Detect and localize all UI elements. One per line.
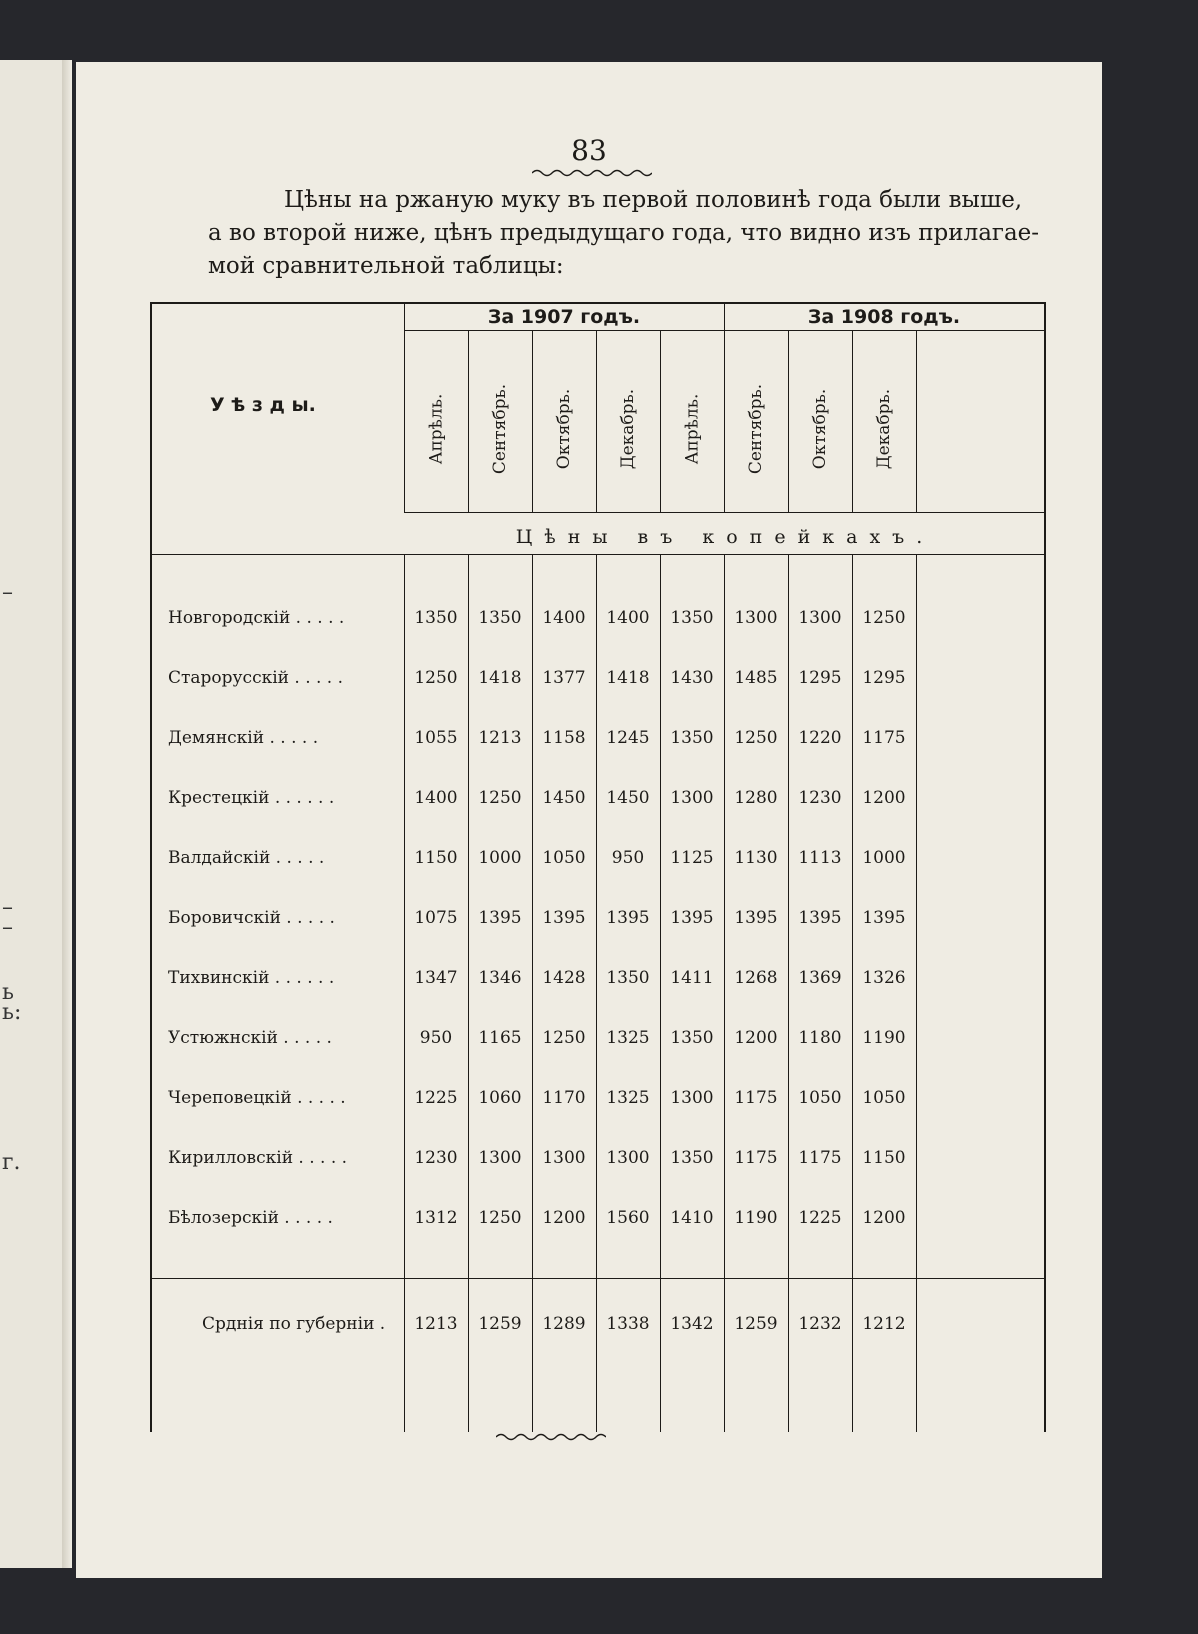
price-cell: 1175 [734, 1148, 778, 1168]
district-name: Боровичскій . . . . . [168, 908, 335, 928]
price-cell: 1050 [542, 848, 586, 868]
average-value: 1259 [734, 1314, 778, 1334]
price-cell: 1250 [478, 1208, 522, 1228]
district-name: Демянскій . . . . . [168, 728, 319, 748]
price-cell: 1395 [670, 908, 714, 928]
price-cell: 1060 [478, 1088, 522, 1108]
table-row [150, 898, 1046, 938]
price-cell: 1190 [734, 1208, 778, 1228]
price-cell: 1395 [798, 908, 842, 928]
price-cell: 1395 [542, 908, 586, 928]
page-gutter [62, 60, 72, 1568]
price-cell: 1350 [414, 608, 458, 628]
price-cell: 1418 [606, 668, 650, 688]
price-cell: 1350 [606, 968, 650, 988]
average-value: 1289 [542, 1314, 586, 1334]
price-cell: 1150 [414, 848, 458, 868]
table-row [150, 1078, 1046, 1118]
month-header: Апрѣль. [682, 393, 702, 465]
average-value: 1342 [670, 1314, 714, 1334]
price-cell: 1400 [606, 608, 650, 628]
price-cell: 1410 [670, 1208, 714, 1228]
month-header: Апрѣль. [426, 393, 446, 465]
price-cell: 1250 [478, 788, 522, 808]
district-divider [404, 302, 405, 512]
price-cell: 1560 [606, 1208, 650, 1228]
price-cell: 1175 [862, 728, 906, 748]
month-header: Сентябрь. [490, 383, 510, 475]
district-name: Валдайскій . . . . . [168, 848, 325, 868]
price-cell: 1225 [414, 1088, 458, 1108]
price-cell: 1170 [542, 1088, 586, 1108]
price-cell: 1250 [862, 608, 906, 628]
price-cell: 1346 [478, 968, 522, 988]
price-cell: 1300 [478, 1148, 522, 1168]
price-cell: 1200 [862, 788, 906, 808]
average-value: 1338 [606, 1314, 650, 1334]
price-cell: 1245 [606, 728, 650, 748]
price-cell: 1165 [478, 1028, 522, 1048]
intro-line: а во второй ниже, цѣнъ предыдущаго года, что видно изъ прилагае- [208, 220, 1040, 246]
price-cell: 1350 [670, 728, 714, 748]
average-value: 1213 [414, 1314, 458, 1334]
price-cell: 1050 [862, 1088, 906, 1108]
year-1907-header: За 1907 годъ. [487, 306, 641, 328]
year-1908-header: За 1908 годъ. [807, 306, 961, 328]
price-cell: 1485 [734, 668, 778, 688]
average-value: 1212 [862, 1314, 906, 1334]
price-cell: 1175 [798, 1148, 842, 1168]
price-cell: 1428 [542, 968, 586, 988]
price-cell: 1350 [478, 608, 522, 628]
district-column-header: У ѣ з д ы. [210, 394, 316, 416]
price-cell: 1200 [734, 1028, 778, 1048]
price-cell: 1369 [798, 968, 842, 988]
price-cell: 1250 [734, 728, 778, 748]
table-row [150, 1198, 1046, 1238]
col-divider [916, 330, 917, 512]
margin-mark: г. [2, 1150, 21, 1175]
price-cell: 1075 [414, 908, 458, 928]
col-divider [788, 330, 789, 512]
price-cell: 1400 [542, 608, 586, 628]
price-cell: 1230 [414, 1148, 458, 1168]
price-cell: 1430 [670, 668, 714, 688]
margin-mark: ь: [2, 1000, 22, 1025]
district-name: Бѣлозерскій . . . . . [168, 1208, 333, 1228]
price-cell: 1125 [670, 848, 714, 868]
price-cell: 1000 [862, 848, 906, 868]
price-cell: 1150 [862, 1148, 906, 1168]
units-header: Цѣны въ копейкахъ. [515, 526, 935, 548]
price-cell: 1130 [734, 848, 778, 868]
col-divider [596, 330, 597, 512]
price-cell: 1300 [798, 608, 842, 628]
price-cell: 1158 [542, 728, 586, 748]
price-cell: 1113 [798, 848, 842, 868]
price-cell: 1418 [478, 668, 522, 688]
price-cell: 1312 [414, 1208, 458, 1228]
price-cell: 1055 [414, 728, 458, 748]
price-cell: 1395 [862, 908, 906, 928]
price-cell: 1213 [478, 728, 522, 748]
price-cell: 1400 [414, 788, 458, 808]
margin-mark: ь [2, 980, 14, 1005]
price-cell: 1295 [798, 668, 842, 688]
price-table [150, 302, 1046, 1432]
table-row [150, 778, 1046, 818]
units-top-rule [404, 512, 1044, 513]
average-top-rule [150, 1278, 1046, 1279]
table-row [150, 838, 1046, 878]
price-cell: 1300 [734, 608, 778, 628]
intro-line: мой сравнительной таблицы: [208, 253, 564, 279]
price-cell: 1250 [414, 668, 458, 688]
price-cell: 1350 [670, 1028, 714, 1048]
table-row [150, 658, 1046, 698]
price-cell: 950 [611, 848, 645, 868]
col-divider [724, 330, 725, 512]
district-name: Устюжнскій . . . . . [168, 1028, 332, 1048]
price-cell: 1225 [798, 1208, 842, 1228]
book-page [76, 62, 1102, 1578]
price-cell: 1230 [798, 788, 842, 808]
price-cell: 1200 [862, 1208, 906, 1228]
table-row [150, 1138, 1046, 1178]
month-header: Сентябрь. [746, 383, 766, 475]
price-cell: 1350 [670, 1148, 714, 1168]
price-cell: 1300 [542, 1148, 586, 1168]
district-name: Старорусскій . . . . . [168, 668, 344, 688]
table-row [150, 1018, 1046, 1058]
price-cell: 1325 [606, 1088, 650, 1108]
price-cell: 950 [419, 1028, 453, 1048]
district-name: Кирилловскій . . . . . [168, 1148, 348, 1168]
ornament-squiggle [532, 168, 652, 178]
average-row [150, 1304, 1046, 1344]
month-header: Октябрь. [554, 388, 574, 470]
price-cell: 1347 [414, 968, 458, 988]
margin-mark: – [2, 895, 13, 920]
price-cell: 1220 [798, 728, 842, 748]
price-cell: 1300 [606, 1148, 650, 1168]
price-cell: 1050 [798, 1088, 842, 1108]
intro-paragraph [208, 184, 1068, 283]
price-cell: 1377 [542, 668, 586, 688]
margin-mark: – [2, 580, 13, 605]
price-cell: 1411 [670, 968, 714, 988]
price-cell: 1395 [478, 908, 522, 928]
col-divider [532, 330, 533, 512]
header-bottom-rule [150, 554, 1046, 555]
price-cell: 1325 [606, 1028, 650, 1048]
price-cell: 1350 [670, 608, 714, 628]
average-value: 1259 [478, 1314, 522, 1334]
price-cell: 1200 [542, 1208, 586, 1228]
col-divider [660, 330, 661, 512]
price-cell: 1300 [670, 788, 714, 808]
table-row [150, 598, 1046, 638]
table-row [150, 958, 1046, 998]
month-header: Декабрь. [618, 388, 639, 470]
price-cell: 1395 [606, 908, 650, 928]
average-label: Срднія по губерніи . [202, 1314, 386, 1334]
price-cell: 1250 [542, 1028, 586, 1048]
price-cell: 1295 [862, 668, 906, 688]
price-cell: 1175 [734, 1088, 778, 1108]
ornament-squiggle-bottom [496, 1432, 606, 1442]
district-name: Новгородскій . . . . . [168, 608, 345, 628]
table-row [150, 718, 1046, 758]
price-cell: 1000 [478, 848, 522, 868]
month-header: Октябрь. [810, 388, 830, 470]
price-cell: 1280 [734, 788, 778, 808]
col-divider [468, 330, 469, 512]
price-cell: 1326 [862, 968, 906, 988]
average-value: 1232 [798, 1314, 842, 1334]
price-cell: 1268 [734, 968, 778, 988]
price-cell: 1450 [606, 788, 650, 808]
district-name: Крестецкій . . . . . . [168, 788, 335, 808]
price-cell: 1450 [542, 788, 586, 808]
price-cell: 1190 [862, 1028, 906, 1048]
price-cell: 1300 [670, 1088, 714, 1108]
district-name: Череповецкій . . . . . [168, 1088, 346, 1108]
price-cell: 1395 [734, 908, 778, 928]
col-divider [852, 330, 853, 512]
page-number: 83 [571, 134, 607, 167]
left-page-edge [0, 60, 70, 1568]
intro-line: Цѣны на ржаную муку въ первой половинѣ года были выше, [284, 187, 1023, 213]
district-name: Тихвинскій . . . . . . [168, 968, 335, 988]
month-header: Декабрь. [874, 388, 895, 470]
margin-mark: – [2, 915, 13, 940]
price-cell: 1180 [798, 1028, 842, 1048]
